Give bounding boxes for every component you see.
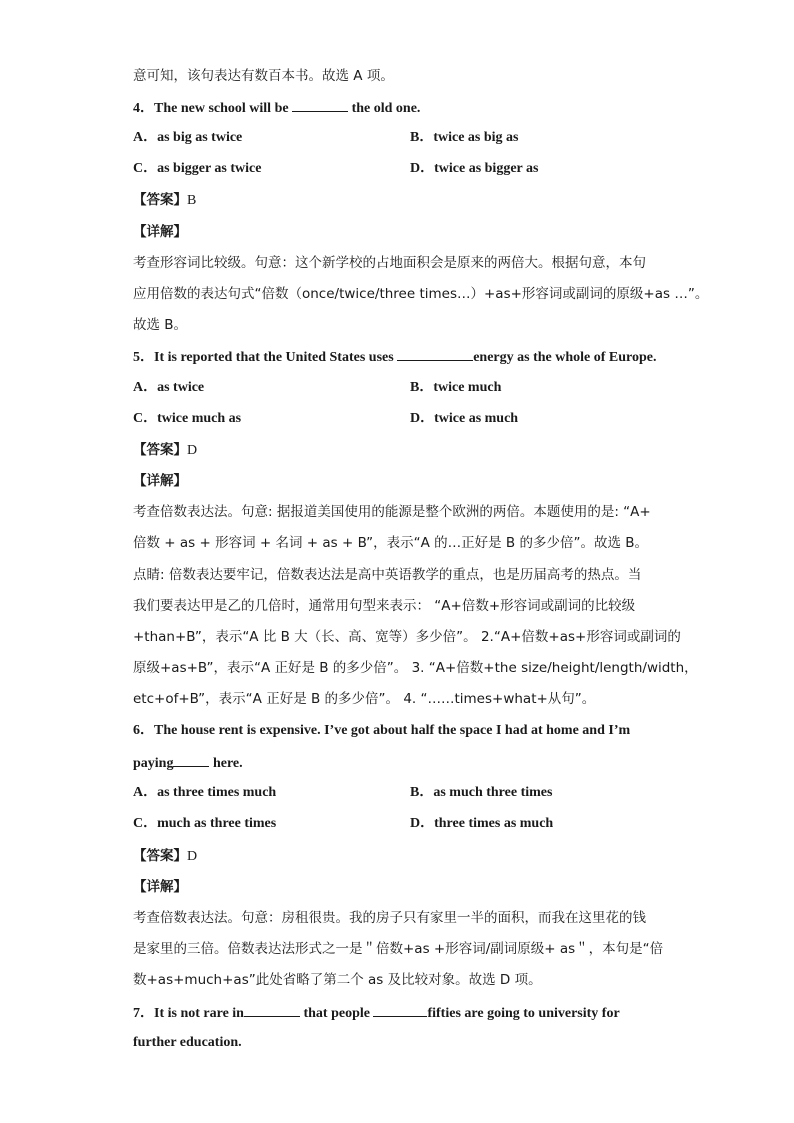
- question-6-detail-line: 是家里的三倍。倍数表达法形式之一是＂倍数+as +形容词/副词原级+ as＂，本句是“倍: [133, 941, 664, 957]
- question-4-stem-before: 4．The new school will be: [133, 101, 289, 116]
- question-7-blank-2: [373, 1002, 427, 1017]
- question-5-stem-before: 5．It is reported that the United States uses: [133, 350, 394, 365]
- question-5-answer: [133, 440, 693, 461]
- question-4-stem: [133, 97, 693, 119]
- question-7-stem-line2: further education.: [133, 1035, 242, 1050]
- question-6-option-c: C．much as three times: [133, 816, 277, 831]
- question-4-detail-line: 考查形容词比较级。句意：这个新学校的占地面积会是原来的两倍大。根据句意，本句: [133, 255, 646, 271]
- question-6-option-a: A．as three times much: [133, 785, 277, 800]
- question-5-detail-line: +than+B”，表示“A 比 B 大（长、高、宽等）多少倍”。 2.“A+倍数+as+形容词或副词的: [133, 629, 681, 645]
- question-5-detail-line: 点睛: 倍数表达要牢记，倍数表达法是高中英语教学的重点，也是历届高考的热点。当: [133, 567, 642, 583]
- question-6-stem-after: here.: [212, 756, 243, 771]
- question-5-option-c: C．twice much as: [133, 411, 242, 426]
- question-5-detail-line: 考查倍数表达法。句意: 据报道美国使用的能源是整个欧洲的两倍。本题使用的是: “A+: [133, 504, 651, 520]
- answer-label: 【答案】: [133, 192, 187, 208]
- question-6-option-b: B．as much three times: [410, 785, 553, 800]
- question-4-blank: [292, 97, 348, 112]
- question-7-stem-before: 7．It is not rare in: [133, 1006, 244, 1021]
- question-6-option-d: D．three times as much: [410, 816, 554, 831]
- question-6-detail-line: 考查倍数表达法。句意：房租很贵。我的房子只有家里一半的面积，而我在这里花的钱: [133, 910, 646, 926]
- answer-value: D: [187, 849, 198, 864]
- question-5-detail-line: 我们要表达甲是乙的几倍时，通常用句型来表示： “A+倍数+形容词或副词的比较级: [133, 598, 636, 614]
- question-6-blank: [173, 752, 209, 767]
- previous-explanation-end: 意可知，该句表达有数百本书。故选 A 项。: [133, 68, 394, 84]
- question-7-stem-middle: that people: [303, 1006, 370, 1021]
- question-6-stem-before: paying: [133, 756, 174, 771]
- question-5-option-d: D．twice as much: [410, 411, 519, 426]
- question-4-answer: [133, 190, 693, 211]
- question-5-blank: [397, 346, 473, 361]
- question-5-option-b: B．twice much: [410, 380, 502, 395]
- question-6-detail-label: 【详解】: [133, 879, 187, 895]
- question-5-detail-line: 原级+as+B”，表示“A 正好是 B 的多少倍”。 3. “A+倍数+the size/height/length/width，: [133, 660, 698, 676]
- question-7-blank-1: [244, 1002, 300, 1017]
- question-5-option-a: A．as twice: [133, 380, 205, 395]
- question-5-stem: [133, 346, 693, 368]
- question-7-stem-after: fifties are going to university for: [427, 1006, 620, 1021]
- question-4-detail-label: 【详解】: [133, 224, 187, 240]
- question-4-option-a: A．as big as twice: [133, 130, 243, 145]
- question-5-detail-label: 【详解】: [133, 473, 187, 489]
- answer-value: B: [187, 193, 197, 208]
- question-7-stem: [133, 1002, 693, 1024]
- question-4-option-d: D．twice as bigger as: [410, 161, 539, 176]
- question-4-option-c: C．as bigger as twice: [133, 161, 262, 176]
- question-6-stem-line2: [133, 752, 693, 774]
- answer-label: 【答案】: [133, 442, 187, 458]
- question-6-stem-line1: 6．The house rent is expensive. I’ve got about half the space I had at home and I’m: [133, 723, 631, 738]
- answer-value: D: [187, 443, 198, 458]
- question-5-detail-line: 倍数 + as + 形容词 + 名词 + as + B”，表示“A 的…正好是 B 的多少倍”。故选 B。: [133, 535, 649, 551]
- question-6-detail-line: 数+as+much+as”此处省略了第二个 as 及比较对象。故选 D 项。: [133, 972, 542, 988]
- question-5-stem-after: energy as the whole of Europe.: [473, 350, 657, 365]
- question-6-answer: [133, 846, 693, 867]
- question-4-option-b: B．twice as big as: [410, 130, 519, 145]
- question-4-stem-after: the old one.: [351, 101, 421, 116]
- question-4-detail-line: 应用倍数的表达句式“倍数（once/twice/three times…）+as+形容词或副词的原级+as …”。: [133, 286, 709, 302]
- question-4-detail-line: 故选 B。: [133, 317, 188, 333]
- question-5-detail-line: etc+of+B”，表示“A 正好是 B 的多少倍”。 4. “……times+what+从句”。: [133, 691, 596, 707]
- answer-label: 【答案】: [133, 848, 187, 864]
